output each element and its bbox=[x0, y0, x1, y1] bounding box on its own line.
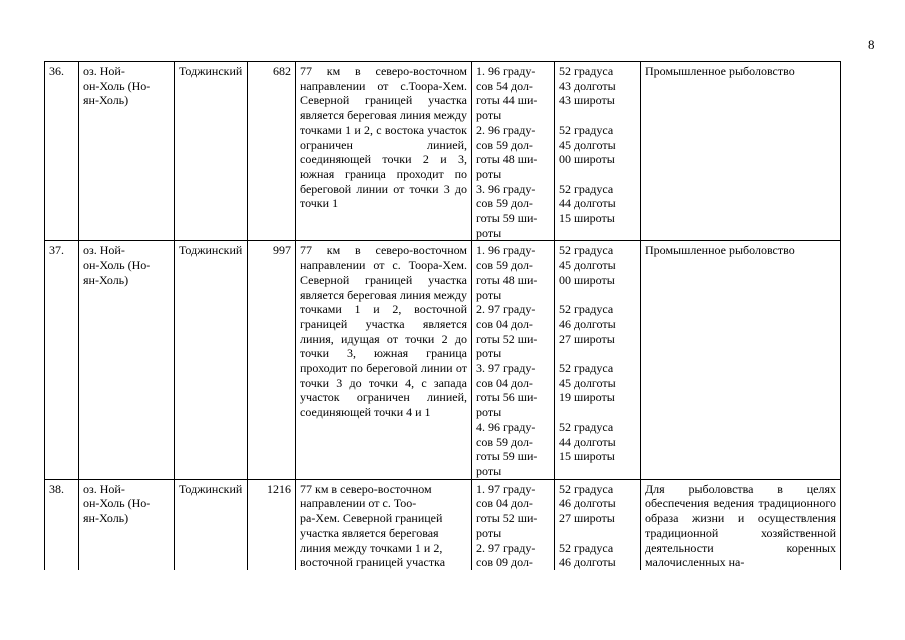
water-body-cell: оз. Ной- он-Холь (Но- ян-Холь) bbox=[79, 479, 175, 570]
area-cell: 682 bbox=[248, 62, 296, 241]
fishing-areas-table bbox=[44, 61, 841, 570]
water-body-cell: оз. Ной- он-Холь (Но- ян-Холь) bbox=[79, 241, 175, 479]
row-number: 38. bbox=[45, 479, 79, 570]
point-longitude-cell: 1. 97 граду- сов 04 дол- готы 52 ши- роты 2. 97 граду- сов 09 дол- bbox=[472, 479, 555, 570]
row-number: 37. bbox=[45, 241, 79, 479]
table-row bbox=[45, 62, 841, 241]
boundary-description-cell: 77 км в северо-восточном направлении от с.Тоора-Хем. Северной границей участка является береговая линия между точками 1 и 2, с востока участок ограничен линией, соединяющей точки 2 и 3, южная граница проходит по береговой линии от точки 3 до точки 1 bbox=[296, 62, 472, 241]
latitude-cell: 52 градуса 46 долготы 27 широты 52 градуса 46 долготы bbox=[555, 479, 641, 570]
point-longitude-cell: 1. 96 граду- сов 54 дол- готы 44 ши- роты 2. 96 граду- сов 59 дол- готы 48 ши- роты 3. 96 граду- сов 59 дол- готы 59 ши- роты bbox=[472, 62, 555, 241]
point-longitude-cell: 1. 96 граду- сов 59 дол- готы 48 ши- роты 2. 97 граду- сов 04 дол- готы 52 ши- роты 3. 97 граду- сов 04 дол- готы 56 ши- роты 4. 96 граду- сов 59 дол- готы 59 ши- роты bbox=[472, 241, 555, 479]
table-row bbox=[45, 241, 841, 479]
purpose-cell: Для рыболовства в целях обеспечения ведения традиционного образа жизни и осуществления традиционной хозяйственной деятельности коренных малочисленных на- bbox=[641, 479, 841, 570]
area-cell: 1216 bbox=[248, 479, 296, 570]
district-cell: Тоджинский bbox=[175, 479, 248, 570]
purpose-cell: Промышленное рыболовство bbox=[641, 62, 841, 241]
page-number: 8 bbox=[868, 37, 875, 52]
district-cell: Тоджинский bbox=[175, 62, 248, 241]
latitude-cell: 52 градуса 43 долготы 43 широты 52 градуса 45 долготы 00 широты 52 градуса 44 долготы 15 широты bbox=[555, 62, 641, 241]
boundary-description-cell: 77 км в северо-восточном направлении от с. Тоора-Хем. Северной границей участка является береговая линия между точками 1 и 2, восточной границей участка является линия, идущая от точки 2 до точки 3, южная граница проходит по береговой линии от точки 3 до точки 4, с запада участок ограничен линией, соединяющей точки 4 и 1 bbox=[296, 241, 472, 479]
area-cell: 997 bbox=[248, 241, 296, 479]
row-number: 36. bbox=[45, 62, 79, 241]
purpose-cell: Промышленное рыболовство bbox=[641, 241, 841, 479]
boundary-description-cell: 77 км в северо-восточном направлении от с. Тоо- ра-Хем. Северной границей участка является береговая линия между точками 1 и 2, восточной границей участка bbox=[296, 479, 472, 570]
table-row bbox=[45, 479, 841, 570]
latitude-cell: 52 градуса 45 долготы 00 широты 52 градуса 46 долготы 27 широты 52 градуса 45 долготы 19 широты 52 градуса 44 долготы 15 широты bbox=[555, 241, 641, 479]
water-body-cell: оз. Ной- он-Холь (Но- ян-Холь) bbox=[79, 62, 175, 241]
district-cell: Тоджинский bbox=[175, 241, 248, 479]
